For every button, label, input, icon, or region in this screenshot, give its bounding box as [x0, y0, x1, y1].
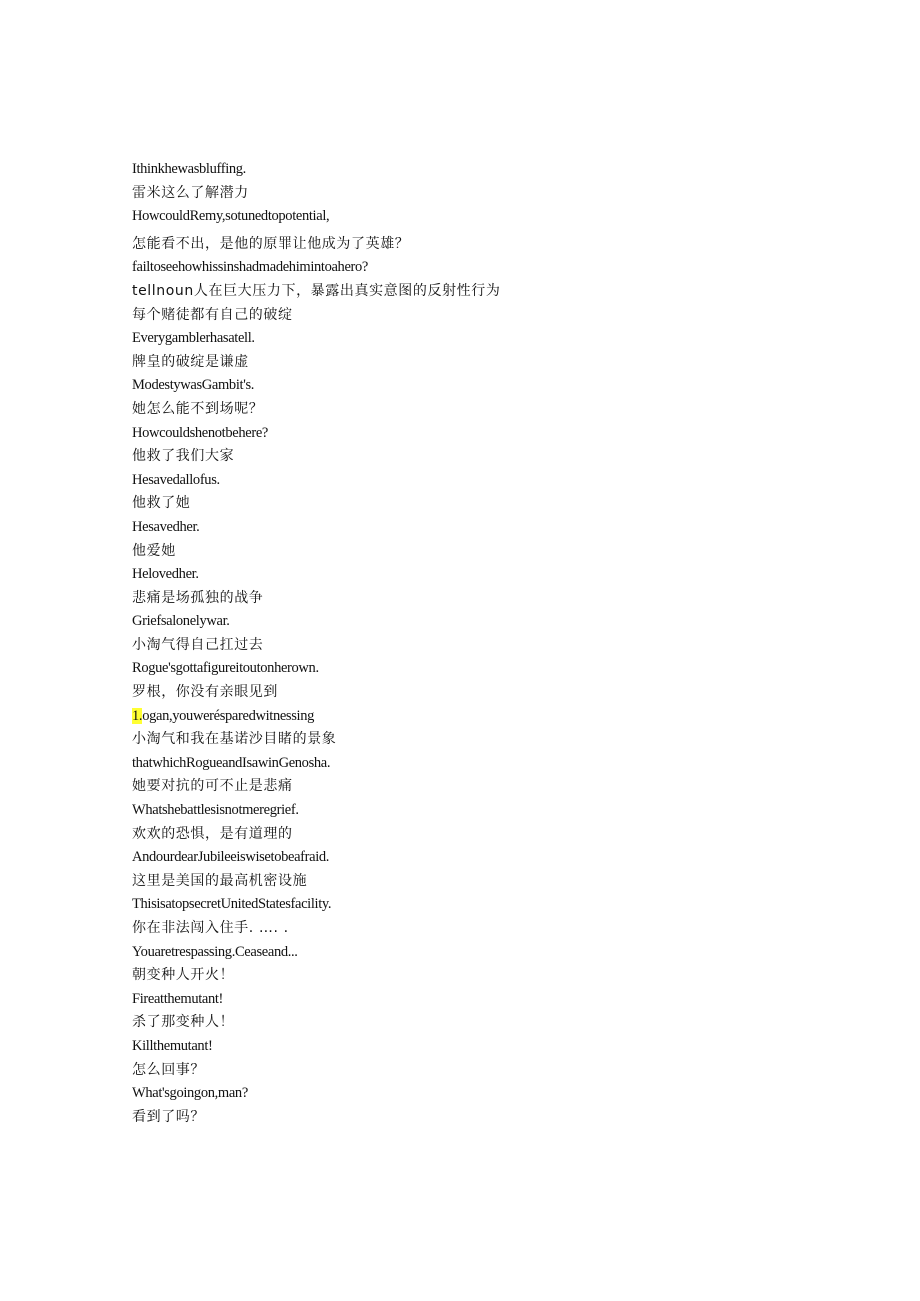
text-line: Everygamblerhasatell. — [132, 330, 255, 347]
text-line: 欢欢的恐惧，是有道理的 — [132, 825, 293, 842]
text-line: Youaretrespassing.Ceaseand... — [132, 943, 298, 960]
text-line: Killthemutant! — [132, 1037, 213, 1054]
text-line: Rogue'sgottafigureitoutonherown. — [132, 660, 319, 677]
text-line: ModestywasGambit's. — [132, 377, 255, 394]
text-line: 朝变种人开火！ — [132, 967, 235, 984]
text-line: 小淘气得自己扛过去 — [132, 636, 264, 653]
text-line: 你在非法闯入住手. …. . — [132, 920, 289, 936]
text-line: Fireatthemutant! — [132, 990, 224, 1007]
highlight-mark: 1. — [132, 707, 143, 724]
text-line: 他救了她 — [132, 495, 191, 512]
text-line: Hesavedher. — [132, 518, 200, 535]
document-body — [132, 158, 852, 1129]
text-line: tellnoun人在巨大压力下，暴露出真实意图的反射性行为 — [132, 282, 501, 299]
text-line: 她要对抗的可不止是悲痛 — [132, 778, 293, 795]
text-line: 他救了我们大家 — [132, 448, 235, 465]
text-line: ThisisatopsecretUnitedStatesfacility. — [132, 896, 332, 913]
text-line: 他爱她 — [132, 542, 176, 559]
text-line: 这里是美国的最高机密设施 — [132, 872, 308, 889]
text-line: 怎能看不出，是他的原罪让他成为了英雄？ — [132, 235, 410, 252]
text-line: Whatshebattlesisnotmeregrief. — [132, 802, 299, 819]
text-line: Hesavedallofus. — [132, 471, 220, 488]
text-line: thatwhichRogueandIsawinGenosha. — [132, 754, 331, 771]
text-line: 雷米这么了解潜力 — [132, 184, 249, 201]
text-line: 罗根，你没有亲眼见到 — [132, 684, 278, 701]
text-line: 悲痛是场孤独的战争 — [132, 589, 264, 606]
text-line: 牌皇的破绽是谦虚 — [132, 353, 249, 370]
text-line-rest: ogan,youwerésparedwitnessing — [142, 707, 314, 724]
text-line: Ithinkhewasbluffing. — [132, 161, 246, 177]
text-line: What'sgoingon,man? — [132, 1085, 248, 1102]
text-line: 怎么回事？ — [132, 1061, 205, 1078]
text-line: Howcouldshenotbehere? — [132, 424, 268, 441]
text-line-highlighted — [132, 705, 852, 729]
text-line: 小淘气和我在基诺沙目睹的景象 — [132, 731, 337, 748]
text-line: HowcouldRemy,sotunedtopotential, — [132, 208, 330, 225]
text-line: Helovedher. — [132, 566, 199, 583]
text-line: Griefsalonelywar. — [132, 613, 230, 630]
text-line: failtoseehowhissinshadmadehimintoahero? — [132, 259, 369, 276]
text-line: 每个赌徒都有自己的破绽 — [132, 306, 293, 323]
text-line: 杀了那变种人！ — [132, 1014, 235, 1031]
text-line: AndourdearJubileeiswisetobeafraid. — [132, 849, 330, 866]
text-line: 看到了吗？ — [132, 1108, 205, 1125]
text-line: 她怎么能不到场呢？ — [132, 400, 264, 417]
